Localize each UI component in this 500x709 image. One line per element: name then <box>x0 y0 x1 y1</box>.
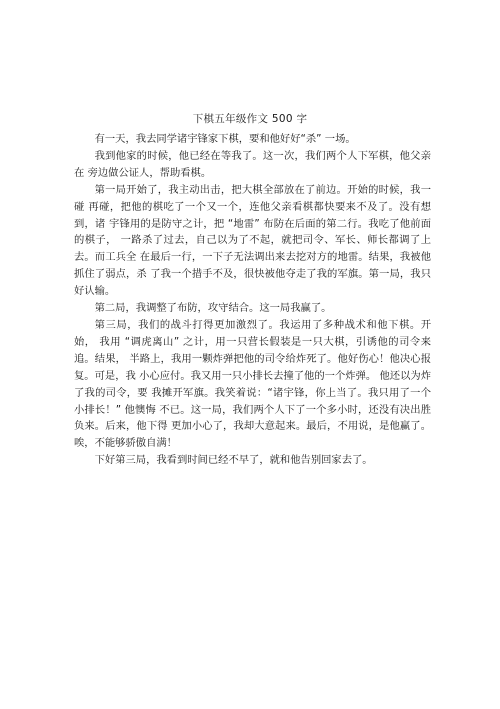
document-title: 下棋五年级作文 500 字 <box>192 113 308 125</box>
paragraph-4: 第二局，我调整了布防，攻守结合。这一局我赢了。 <box>94 302 332 315</box>
paragraph-6: 下好第三局，我看到时间已经不早了，就和他告别回家去了。 <box>94 454 373 467</box>
paragraph-5: 第三局，我们的战斗打得更加激烈了。我运用了多种战术和他下棋。开始， 我用 “调虎离山” 之计，用一只营长假装是一只大棋，引诱他的司令来追。结果， 半路上，我用一颗炸弹把他的司令给炸死了。他好伤心！他决心报复。可是，我 小心应付。我又用一只小排长去撞了他的一个炸弹。 他还以为炸了我的司令，要 我摊开军旗。我笑着说：“诸宇锋，你上当了。我只用了一个小排长！” 他懊悔 不已。这一局，我们两个人下了一个多小时，还没有决出胜负来。后来，他下得 更加小心了，我却大意起来。最后，不用说，是他赢了。唉，不能够骄傲自满！ <box>74 318 431 450</box>
document-body <box>74 131 431 469</box>
paragraph-2: 我到他家的时候，他已经在等我了。这一次，我们两个人下军棋，他父亲在 旁边做公证人，帮助看棋。 <box>74 149 431 179</box>
paragraph-1: 有一天，我去同学诸宇锋家下棋，要和他好好“杀” 一场。 <box>94 133 356 145</box>
paragraph-3: 第一局开始了，我主动出击，把大棋全部放在了前边。开始的时候，我一碰 再碰，把他的棋吃了一个又一个，连他父亲看棋都快要来不及了。没有想到，诸 宇锋用的是防守之计，把 “地雷” 布防在后面的第二行。我吃了他前面的棋子， 一路杀了过去，自己以为了不起，就把司令、军长、师长都调了上去。而工兵全 在最后一行，一下子无法调出来去挖对方的地雷。结果，我被他抓住了弱点，杀 了我一个措手不及，很快被他夺走了我的军旗。第一局，我只好认输。 <box>74 183 431 298</box>
